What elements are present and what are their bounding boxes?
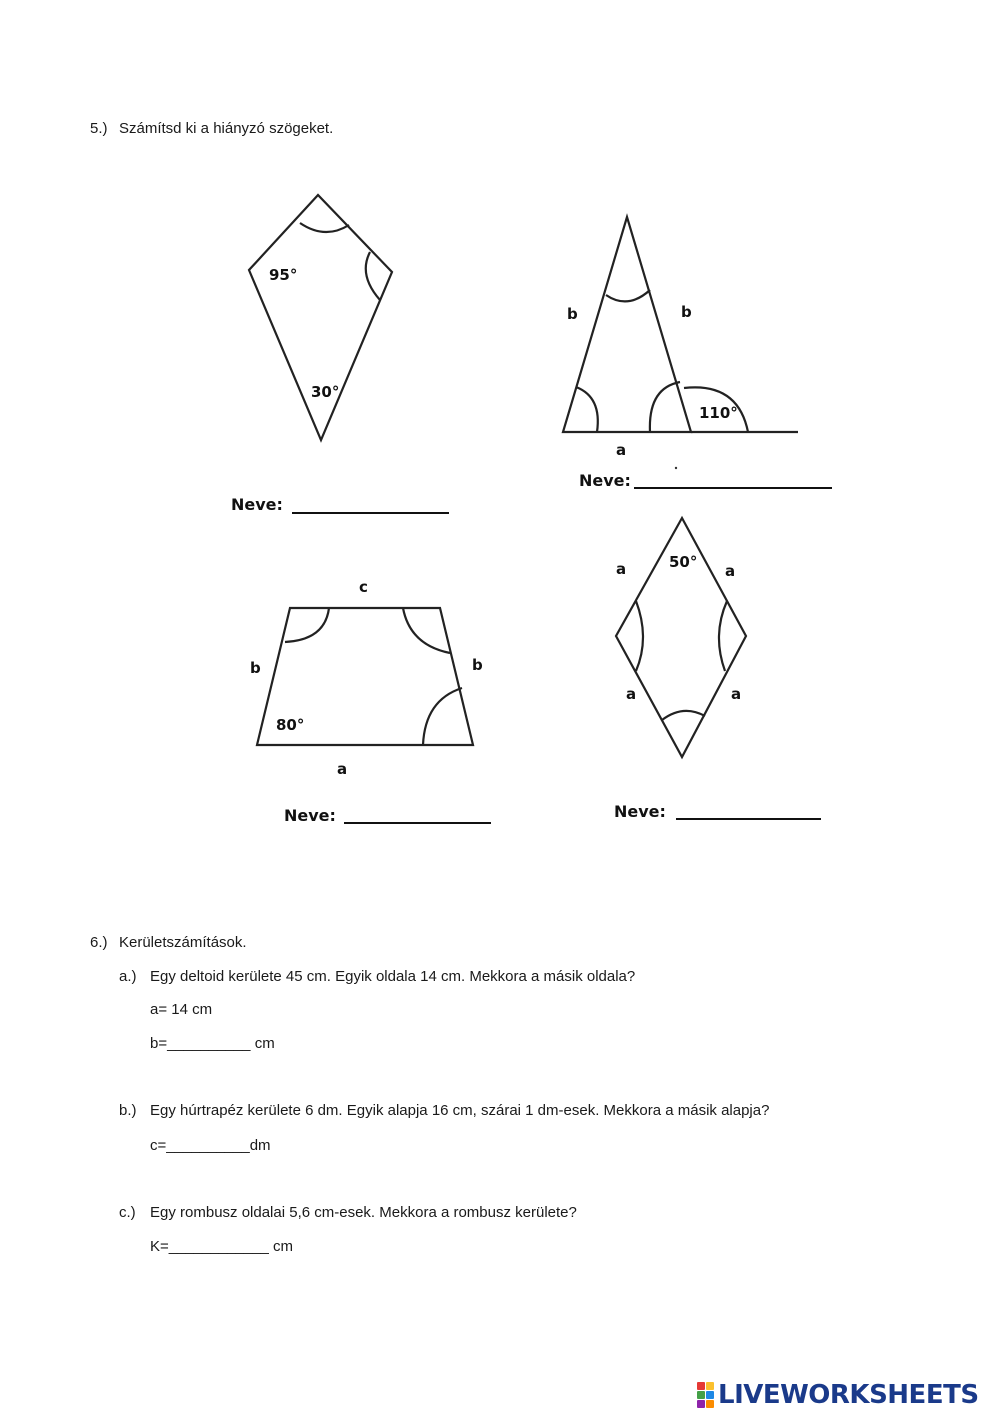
rhombus-side-bottom-left: a [626, 685, 637, 703]
task6b-answer-blank[interactable]: c=__________ [150, 1137, 250, 1154]
trapezoid-right-side: b [472, 656, 483, 674]
task6c-answer-unit: cm [268, 1238, 294, 1255]
liveworksheets-logo-text: LIVEWORKSHEETS [718, 1380, 979, 1410]
triangle-exterior-angle: 110° [699, 404, 738, 422]
task6-title: Kerületszámítások. [119, 934, 247, 951]
task6a-question: Egy deltoid kerülete 45 cm. Egyik oldala 14 cm. Mekkora a másik oldala? [150, 968, 636, 985]
trapezoid-top-right-arc [403, 608, 450, 653]
rhombus-name-label: Neve: [614, 802, 666, 821]
trapezoid-top-side: c [359, 578, 368, 596]
trapezoid-top-left-arc [285, 608, 329, 642]
task6b-answer[interactable] [150, 1137, 271, 1154]
rhombus-side-bottom-right: a [731, 685, 742, 703]
task6a-label: a.) [119, 968, 137, 985]
trapezoid-name-label: Neve: [284, 806, 336, 825]
rhombus-bottom-angle-arc [662, 711, 705, 720]
rhombus-side-top-right: a [725, 562, 736, 580]
task6-number: 6.) [90, 934, 108, 951]
liveworksheets-logo-icon [697, 1382, 714, 1408]
triangle-top-angle-arc [606, 290, 650, 301]
logo-square-icon [697, 1400, 705, 1408]
task6c-answer-blank[interactable]: K=____________ [150, 1238, 269, 1255]
stray-dot [675, 467, 677, 469]
rhombus-left-angle-arc [636, 601, 643, 671]
rhombus-side-top-left: a [616, 560, 627, 578]
task6a-answer-blank[interactable]: b=__________ [150, 1035, 251, 1052]
rhombus-angle-top: 50° [669, 553, 698, 571]
task5-number: 5.) [90, 120, 108, 137]
rhombus-name-answer-line[interactable] [676, 818, 821, 820]
kite-right-angle-arc [366, 252, 380, 300]
kite-name-label: Neve: [231, 495, 283, 514]
logo-square-icon [706, 1400, 714, 1408]
kite-name-answer-line[interactable] [292, 512, 449, 514]
kite-angle-left: 95° [269, 266, 298, 284]
triangle-name-answer-line[interactable] [634, 487, 832, 489]
logo-square-icon [697, 1391, 705, 1399]
triangle-shape [563, 217, 691, 432]
trapezoid-bottom-right-arc [423, 688, 462, 745]
task6a-answer[interactable] [150, 1035, 275, 1052]
triangle-side-right: b [681, 303, 692, 321]
triangle-right-angle-arc [650, 382, 680, 432]
trapezoid-name-answer-line[interactable] [344, 822, 491, 824]
triangle-name-label: Neve: [579, 471, 631, 490]
task6b-answer-unit: dm [249, 1137, 271, 1154]
logo-square-icon [706, 1391, 714, 1399]
task6a-answer-unit: cm [250, 1035, 275, 1052]
triangle-left-angle-arc [576, 387, 598, 432]
task6b-label: b.) [119, 1102, 137, 1119]
kite-angle-bottom: 30° [311, 383, 340, 401]
rhombus-right-angle-arc [719, 601, 727, 671]
task6c-answer[interactable] [150, 1238, 293, 1255]
trapezoid-bottom-side: a [337, 760, 348, 778]
logo-square-icon [706, 1382, 714, 1390]
trapezoid-left-side: b [250, 659, 261, 677]
triangle-base: a [616, 441, 627, 459]
task6c-question: Egy rombusz oldalai 5,6 cm-esek. Mekkora a rombusz kerülete? [150, 1204, 577, 1221]
task6a-given: a= 14 cm [150, 1001, 213, 1018]
liveworksheets-logo [697, 1378, 979, 1412]
task6c-label: c.) [119, 1204, 136, 1221]
kite-top-angle-arc [300, 223, 349, 232]
task5-title: Számítsd ki a hiányzó szögeket. [119, 120, 334, 137]
triangle-side-left: b [567, 305, 578, 323]
task6b-question: Egy húrtrapéz kerülete 6 dm. Egyik alapja 16 cm, szárai 1 dm-esek. Mekkora a másik alapja? [150, 1102, 770, 1119]
trapezoid-angle: 80° [276, 716, 305, 734]
logo-square-icon [697, 1382, 705, 1390]
